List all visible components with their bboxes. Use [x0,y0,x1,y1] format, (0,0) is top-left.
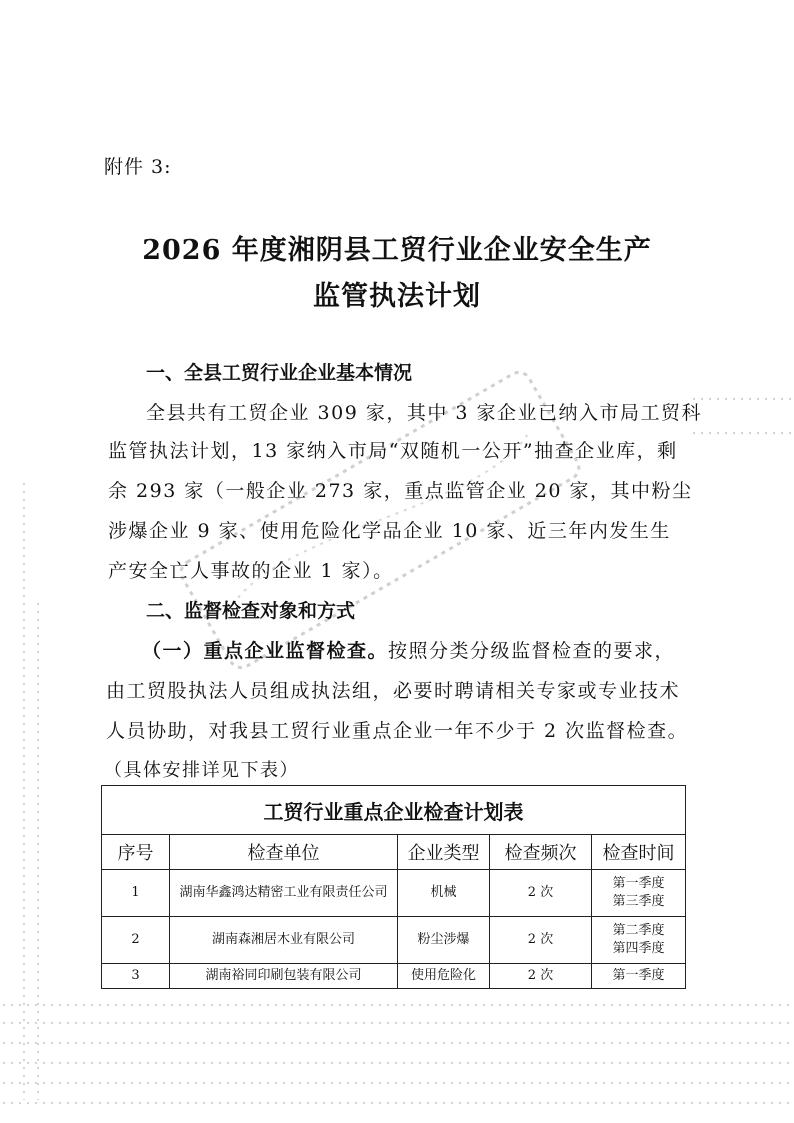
paragraph-line: 人员协助，对我县工贸行业重点企业一年不少于 2 次监督检查。 [106,720,689,742]
cell-no: 2 [102,917,170,964]
table-caption: 工贸行业重点企业检查计划表 [102,786,686,835]
cell-unit: 湖南华鑫鸿达精密工业有限责任公司 [170,870,398,917]
scan-dots-row [0,1080,794,1086]
paragraph-line: 由工贸股执法人员组成执法组，必要时聘请相关专家或专业技术 [106,680,681,702]
document-title-line2: 监管执法计划 [313,281,481,312]
paragraph-line: （具体安排详见下表） [104,760,299,781]
paragraph-line: 产安全亡人事故的企业 1 家）。 [108,560,394,582]
cell-frequency: 2 次 [490,917,592,964]
time-entry: 第四季度 [612,941,665,956]
cell-unit: 湖南裕同印刷包装有限公司 [170,964,398,989]
subsection-line [142,636,675,663]
paragraph-line: 监管执法计划，13 家纳入市局“双随机一公开”抽查企业库，剩 [108,440,678,462]
cell-frequency: 2 次 [490,870,592,917]
column-header: 企业类型 [398,835,490,870]
scan-dots-column [22,480,26,1100]
paragraph-line: 余 293 家（一般企业 273 家，重点监管企业 20 家，其中粉尘 [108,480,693,502]
section1-heading: 一、全县工贸行业企业基本情况 [146,362,413,384]
scan-dots-row [690,396,794,402]
time-entry: 第二季度 [612,923,665,938]
time-entry: 第一季度 [612,876,665,891]
document-title-line1: 2026 年度湘阴县工贸行业企业安全生产 [142,235,652,266]
cell-no: 3 [102,964,170,989]
subsection-title: （一）重点企业监督检查。 [142,640,389,662]
cell-type: 粉尘涉爆 [398,917,490,964]
cell-type: 使用危险化 [398,964,490,989]
cell-frequency: 2 次 [490,964,592,989]
cell-type: 机械 [398,870,490,917]
time-entry: 第三季度 [612,894,665,909]
cell-time: 第一季度 [592,964,686,989]
column-header: 检查时间 [592,835,686,870]
column-header: 检查频次 [490,835,592,870]
cell-unit: 湖南森湘居木业有限公司 [170,917,398,964]
paragraph-text: 按照分类分级监督检查的要求， [388,640,676,662]
table-row [102,964,686,989]
scan-dots-row [0,1020,794,1026]
cell-time [592,870,686,917]
table-row [102,917,686,964]
paragraph-line: 全县共有工贸企业 309 家，其中 3 家企业已纳入市局工贸科 [146,402,703,424]
paragraph-line: 涉爆企业 9 家、使用危险化学品企业 10 家、近三年内发生生 [108,520,671,542]
table-row [102,870,686,917]
scan-dots-row [690,430,794,436]
scan-dots-row [0,1060,794,1066]
scan-dots-row [0,1100,794,1106]
column-header: 检查单位 [170,835,398,870]
cell-time [592,917,686,964]
inspection-plan-table [101,785,686,989]
cell-no: 1 [102,870,170,917]
scan-dots-row [0,1002,794,1008]
column-header: 序号 [102,835,170,870]
annex-label: 附件 3: [104,156,172,178]
scan-dots-column [36,600,40,1100]
section2-heading: 二、监督检查对象和方式 [146,600,356,622]
scan-dots-row [0,1040,794,1046]
